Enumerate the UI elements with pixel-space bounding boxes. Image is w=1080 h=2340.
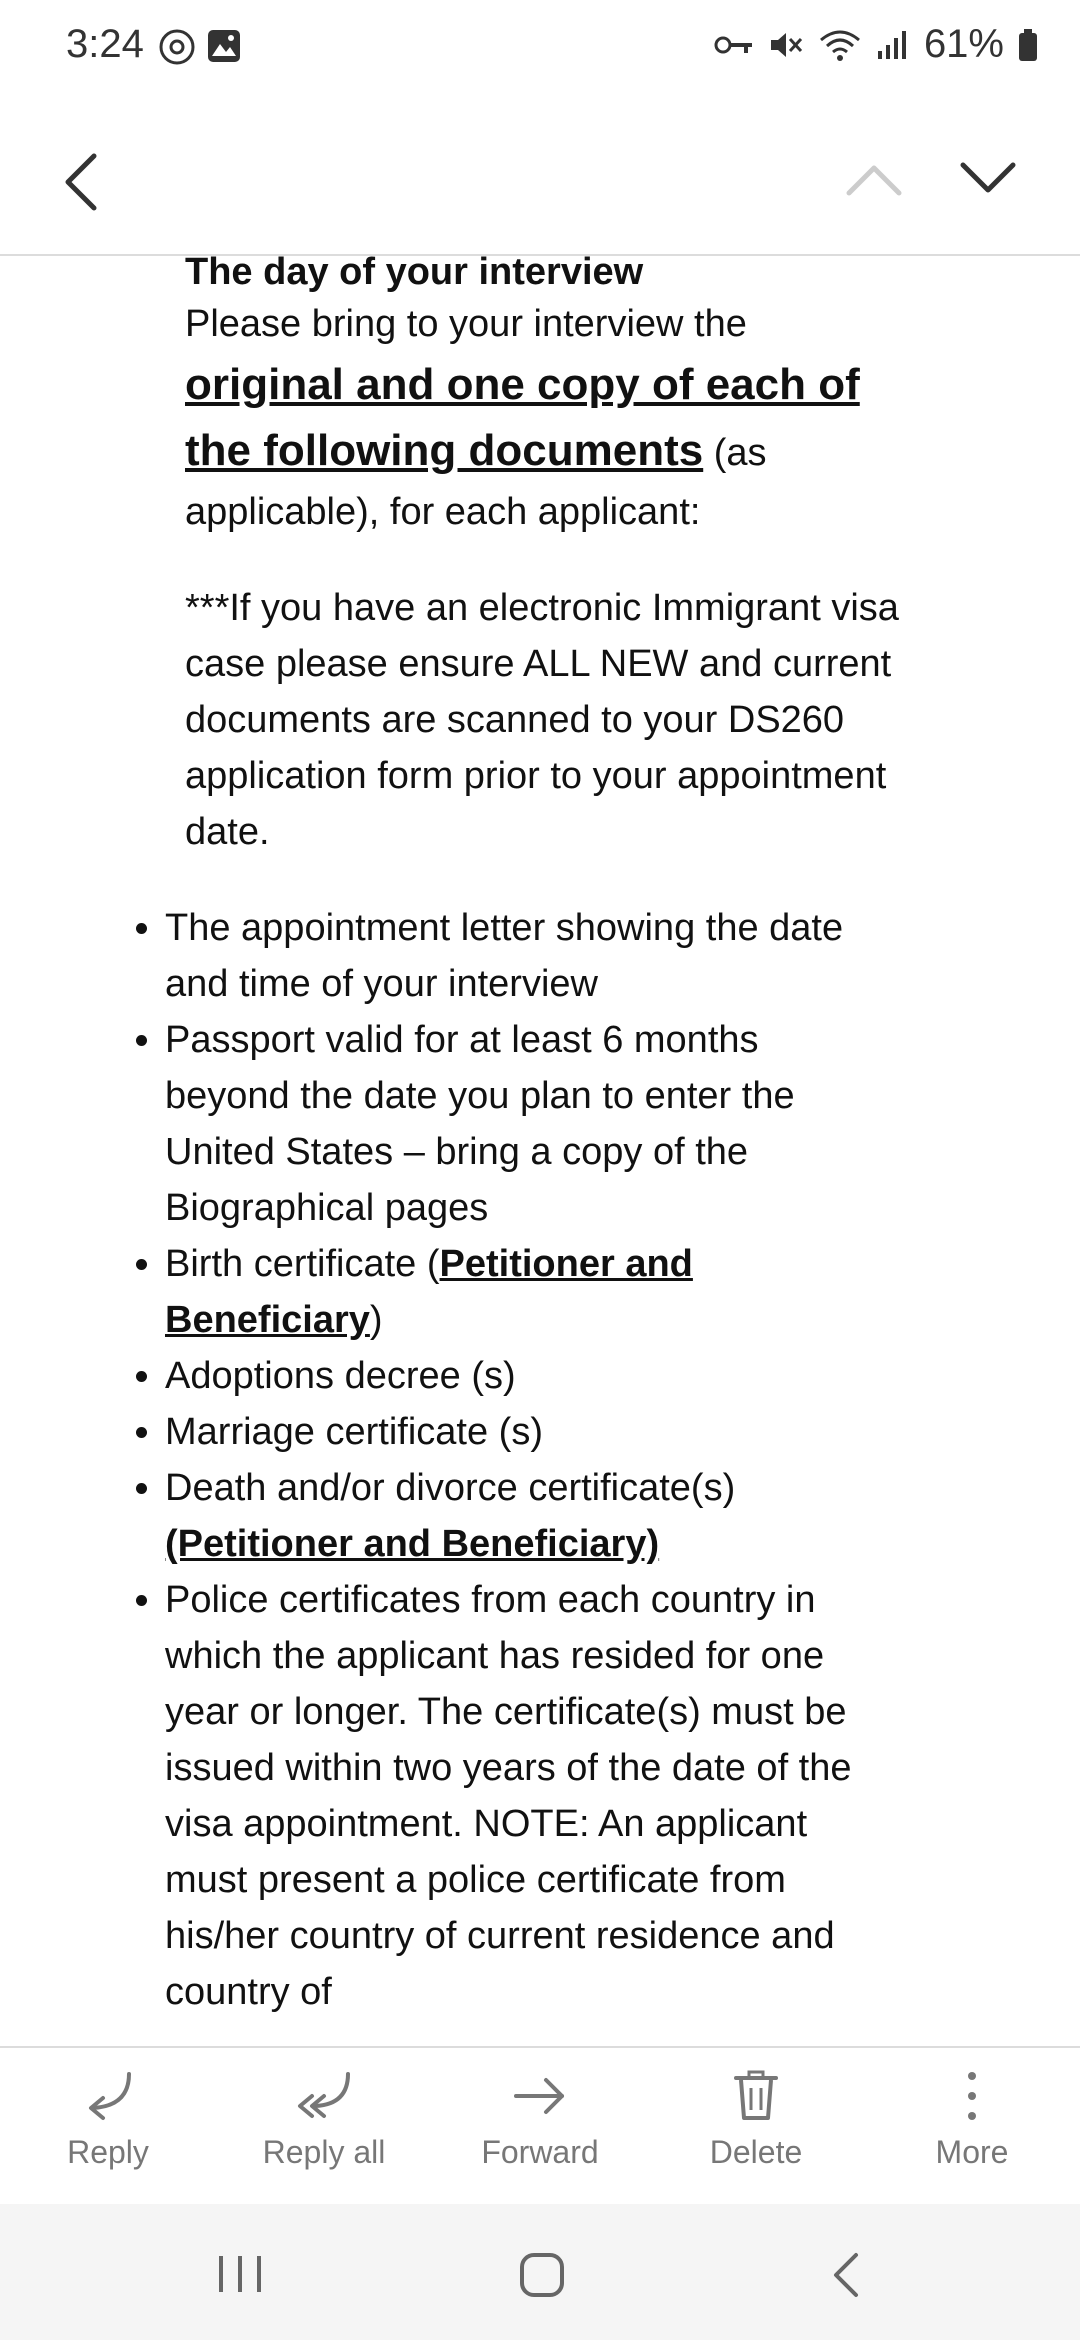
system-navigation-bar — [0, 2204, 1080, 2340]
reply-all-button[interactable] — [216, 2048, 432, 2206]
battery-icon — [1018, 28, 1038, 62]
forward-button[interactable] — [432, 2048, 648, 2206]
vpn-key-icon — [714, 33, 754, 57]
forward-label: Forward — [481, 2134, 599, 2170]
list-item: • Marriage certificate (s) — [165, 1404, 865, 1460]
recent-apps-icon[interactable] — [215, 2254, 265, 2294]
reply-label: Reply — [67, 2134, 149, 2170]
reply-icon — [81, 2070, 135, 2122]
intro-text-after: (as applicable), for each applicant: — [185, 432, 767, 533]
battery-percent: 61% — [923, 22, 1004, 66]
home-icon[interactable] — [519, 2252, 565, 2298]
wifi-icon — [818, 28, 862, 62]
previous-email-chevron-up-icon[interactable] — [846, 162, 902, 196]
gallery-icon — [206, 28, 242, 64]
list-item: • Police certificates from each country in which the applicant has resided for one year or longer. The certificate(s) must be issued within two years of the date of the visa appointment. NOTE: An applicant must present a police certificate from his/her country of current residence and country of — [165, 1572, 865, 2020]
system-back-icon[interactable] — [830, 2252, 860, 2298]
list-item: • Birth certificate (Petitioner and Beneficiary) — [165, 1236, 865, 1348]
signal-icon — [876, 29, 910, 61]
delete-button[interactable] — [648, 2048, 864, 2206]
status-left-icons — [158, 28, 242, 66]
intro-text: Please bring to your interview the — [185, 303, 747, 345]
required-documents-list — [120, 900, 865, 2020]
status-time: 3:24 — [66, 22, 144, 66]
email-body[interactable] — [0, 256, 1080, 2046]
email-action-toolbar — [0, 2046, 1080, 2206]
email-nav-bar — [0, 96, 1080, 256]
reply-button[interactable] — [0, 2048, 216, 2206]
reply-all-label: Reply all — [262, 2134, 386, 2170]
back-arrow-icon[interactable] — [60, 152, 100, 212]
intro-emphasis: original and one copy of each of the following documents — [185, 360, 860, 475]
more-vertical-icon — [962, 2070, 982, 2122]
more-button[interactable] — [864, 2048, 1080, 2206]
mute-icon — [768, 28, 804, 62]
trash-icon — [734, 2070, 778, 2122]
reply-all-icon — [294, 2070, 354, 2122]
electronic-case-notice: ***If you have an electronic Immigrant visa case please ensure ALL NEW and current documents are scanned to your DS260 application form prior to your appointment date. — [185, 587, 899, 853]
next-email-chevron-down-icon[interactable] — [960, 162, 1016, 196]
list-item: • Passport valid for at least 6 months beyond the date you plan to enter the United States – bring a copy of the Biographical pages — [165, 1012, 865, 1236]
more-label: More — [935, 2134, 1009, 2170]
status-right-icons — [714, 22, 1038, 67]
delete-label: Delete — [709, 2134, 803, 2170]
section-heading: The day of your interview — [185, 256, 644, 293]
intro-paragraph — [185, 296, 905, 540]
threads-icon — [158, 28, 196, 66]
status-bar — [0, 0, 1080, 96]
forward-arrow-icon — [512, 2070, 568, 2122]
list-item: • The appointment letter showing the date and time of your interview — [165, 900, 865, 1012]
list-item: • Adoptions decree (s) — [165, 1348, 865, 1404]
list-item: • Death and/or divorce certificate(s) (Petitioner and Beneficiary) — [165, 1460, 865, 1572]
